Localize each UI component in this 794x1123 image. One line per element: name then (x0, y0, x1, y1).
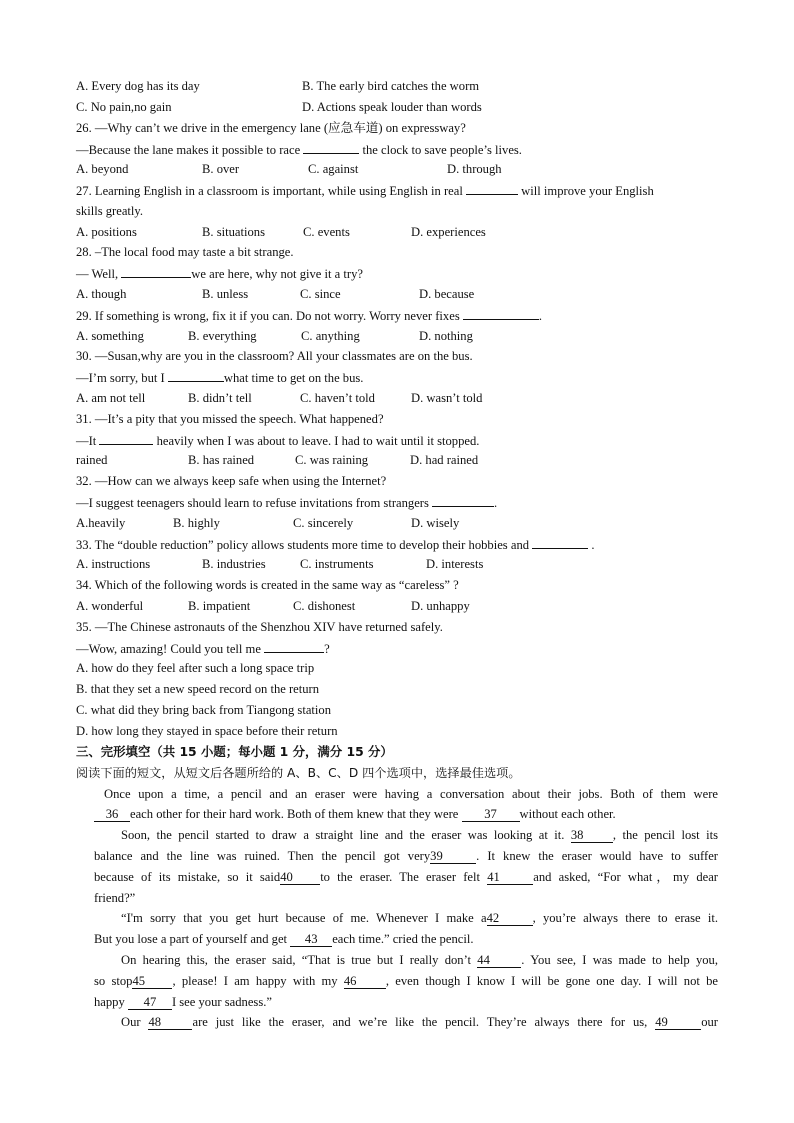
option-b: B. situations (202, 225, 265, 239)
answer-blank (432, 494, 494, 507)
option-a: A. positions (76, 225, 137, 239)
option-b: B. that they set a new speed record on the return (76, 682, 320, 696)
passage-line: Soon, the pencil started to draw a straight line and the eraser was looking at it. 38 , the pencil lost its (121, 828, 718, 842)
answer-blank (99, 432, 153, 445)
option-a: A. wonderful (76, 599, 144, 613)
option-c: C. sincerely (293, 516, 354, 530)
cloze-blank-45: 45 (132, 974, 172, 989)
option-a: A. instructions (76, 557, 151, 571)
q26-reply: —Because the lane makes it possible to race the clock to save people’s lives. (76, 143, 522, 157)
option-a: A. how do they feel after such a long space trip (76, 661, 315, 675)
option-a: A. something (76, 329, 144, 343)
q35-stem: 35. —The Chinese astronauts of the Shenzhou XIV have returned safely. (76, 620, 443, 634)
option-c: C. No pain,no gain (76, 100, 172, 114)
q26-stem: 26. —Why can’t we drive in the emergency lane (应急车道) on expressway? (76, 121, 466, 135)
cloze-blank-39: 39 (430, 849, 476, 864)
cloze-blank-36: 36 (94, 807, 130, 822)
option-b: B. industries (202, 557, 266, 571)
option-d: D. experiences (411, 225, 486, 239)
passage-line: Our 48 are just like the eraser, and we’re like the pencil. They’re always there for us, 49 our (121, 1015, 718, 1029)
option-a: A.heavily (76, 516, 126, 530)
section-heading: 三、完形填空（共 15 小题；每小题 1 分，满分 15 分） (76, 744, 393, 759)
cloze-blank-41: 41 (487, 870, 533, 885)
answer-blank (463, 307, 539, 320)
q33-stem: 33. The “double reduction” policy allows students more time to develop their hobbies and . (76, 538, 595, 552)
option-d: D. how long they stayed in space before their return (76, 724, 338, 738)
q31-stem: 31. —It’s a pity that you missed the speech. What happened? (76, 412, 384, 426)
cloze-blank-46: 46 (344, 974, 386, 989)
option-a: A. though (76, 287, 127, 301)
q27-stem: 27. Learning English in a classroom is important, while using English in real will improve your English (76, 184, 654, 198)
passage-line: But you lose a part of yourself and get 43 each time.” cried the pencil. (94, 932, 474, 946)
option-d: D. unhappy (411, 599, 470, 613)
cloze-blank-43: 43 (290, 932, 332, 947)
q30-stem: 30. —Susan,why are you in the classroom? All your classmates are on the bus. (76, 349, 473, 363)
option-b: B. The early bird catches the worm (302, 79, 480, 93)
option-c: C. what did they bring back from Tiangong station (76, 703, 332, 717)
option-b: B. impatient (188, 599, 251, 613)
option-c: C. dishonest (293, 599, 356, 613)
answer-blank (532, 536, 588, 549)
q32-stem: 32. —How can we always keep safe when using the Internet? (76, 474, 387, 488)
option-b: B. didn’t tell (188, 391, 252, 405)
cloze-blank-37: 37 (462, 807, 520, 822)
answer-blank (466, 182, 518, 195)
answer-blank (303, 141, 359, 154)
option-c: C. events (303, 225, 350, 239)
cloze-blank-40: 40 (280, 870, 320, 885)
option-d: D. nothing (419, 329, 473, 343)
passage-line: Once upon a time, a pencil and an eraser were having a conversation about their jobs. Both of them were (104, 787, 718, 801)
passage-line: “I'm sorry that you get hurt because of me. Whenever I make a42 , you’re always there to erase it. (121, 911, 718, 925)
passage-line: because of its mistake, so it said40 to the eraser. The eraser felt 41 and asked, “For what，my dear (94, 870, 719, 884)
cloze-blank-44: 44 (477, 953, 521, 968)
option-c: C. since (300, 287, 341, 301)
option-c: C. against (308, 162, 359, 176)
passage-line: happy 47 I see your sadness.” (94, 995, 272, 1009)
option-a: A. Every dog has its day (76, 79, 200, 93)
option-c: C. anything (301, 329, 360, 343)
q28-reply: — Well, we are here, why not give it a try? (76, 267, 363, 281)
passage-line: so stop45 , please! I am happy with my 46 , even though I know I will be gone one day. I will not be (94, 974, 719, 988)
section-instruction: 阅读下面的短文，从短文后各题所给的 A、B、C、D 四个选项中，选择最佳选项。 (76, 766, 521, 780)
q30-reply: —I’m sorry, but I what time to get on the bus. (76, 371, 364, 385)
q28-stem: 28. –The local food may taste a bit strange. (76, 245, 294, 259)
option-d: D. interests (426, 557, 484, 571)
option-c: C. was raining (295, 453, 369, 467)
option-c: C. instruments (300, 557, 374, 571)
cloze-blank-38: 38 (571, 828, 613, 843)
option-a: A. beyond (76, 162, 129, 176)
answer-blank (168, 369, 224, 382)
q35-reply: —Wow, amazing! Could you tell me ? (76, 642, 330, 656)
option-b: B. has rained (188, 453, 255, 467)
passage-line: 36 each other for their hard work. Both of them knew that they were 37 without each other. (94, 806, 616, 822)
option-b: B. everything (188, 329, 257, 343)
q32-reply: —I suggest teenagers should learn to refuse invitations from strangers . (76, 496, 498, 510)
option-c: C. haven’t told (300, 391, 375, 405)
option-a: rained (76, 453, 108, 467)
q27-stem-cont: skills greatly. (76, 204, 144, 218)
q34-stem: 34. Which of the following words is created in the same way as “careless” ? (76, 578, 459, 592)
passage-line: balance and the line was ruined. Then the pencil got very39 . It knew the eraser would have to suffer (94, 849, 718, 863)
option-d: D. wasn’t told (411, 391, 483, 405)
option-d: D. because (419, 287, 475, 301)
cloze-blank-47: 47 (128, 995, 172, 1010)
option-b: B. highly (173, 516, 220, 530)
passage-line: On hearing this, the eraser said, “That is true but I really don’t 44 . You see, I was made to help you, (121, 953, 718, 967)
option-b: B. unless (202, 287, 249, 301)
option-b: B. over (202, 162, 240, 176)
cloze-blank-49: 49 (655, 1015, 701, 1030)
option-a: A. am not tell (76, 391, 146, 405)
option-d: D. Actions speak louder than words (302, 100, 482, 114)
answer-blank (121, 265, 191, 278)
option-d: D. through (447, 162, 502, 176)
cloze-blank-42: 42 (487, 911, 533, 926)
q29-stem: 29. If something is wrong, fix it if you can. Do not worry. Worry never fixes . (76, 309, 543, 323)
option-d: D. had rained (410, 453, 479, 467)
cloze-blank-48: 48 (148, 1015, 192, 1030)
passage-line: friend?” (94, 891, 136, 905)
q31-reply: —It heavily when I was about to leave. I had to wait until it stopped. (76, 434, 480, 448)
option-d: D. wisely (411, 516, 460, 530)
answer-blank (264, 640, 324, 653)
